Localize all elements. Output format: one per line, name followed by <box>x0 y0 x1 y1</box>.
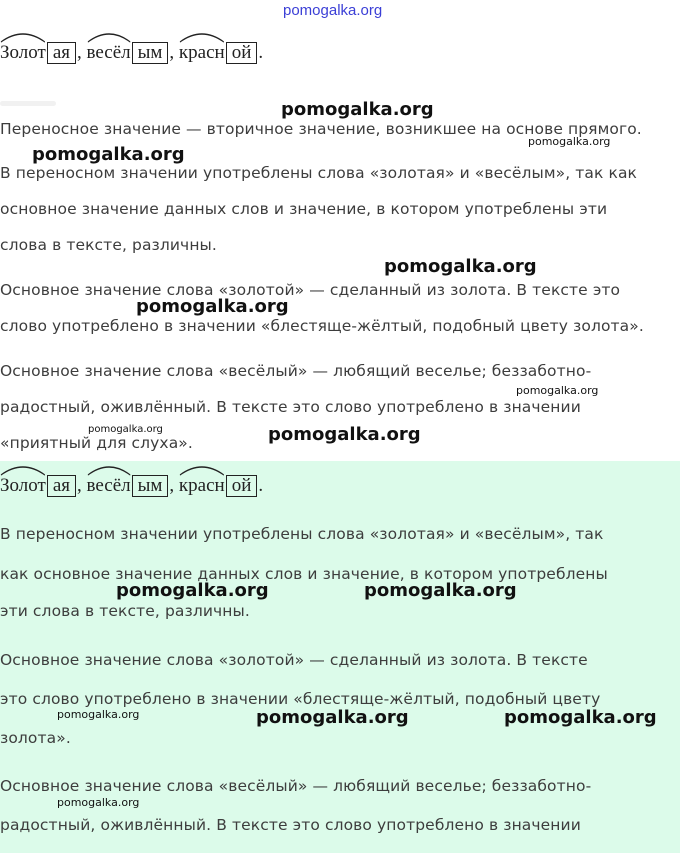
root-vesel: весёл <box>87 475 131 497</box>
paragraph-line: золота». <box>0 729 71 747</box>
paragraph-line: слова в тексте, различны. <box>0 236 217 254</box>
watermark: pomogalka.org <box>364 580 517 601</box>
root-vesel: весёл <box>87 42 131 64</box>
paragraph-line: Основное значение слова «весёлый» — любящий веселье; беззаботно- <box>0 362 592 380</box>
paragraph-line: Основное значение слова «золотой» — сделанный из золота. В тексте <box>0 651 588 669</box>
watermark: pomogalka.org <box>88 424 163 435</box>
paragraph-line: радостный, оживлённый. В тексте это слово употреблено в значении <box>0 398 581 416</box>
watermark: pomogalka.org <box>281 99 434 120</box>
watermark: pomogalka.org <box>136 296 289 317</box>
ending-box: ым <box>132 42 169 64</box>
ending-box: ая <box>47 42 76 64</box>
word-parse-top: Золот ая , весёл ым , красн ой . <box>0 42 263 64</box>
root-krasn: красн <box>179 475 225 497</box>
watermark: pomogalka.org <box>268 424 421 445</box>
paragraph-line: радостный, оживлённый. В тексте это слово употреблено в значении <box>0 816 581 834</box>
watermark: pomogalka.org <box>384 256 537 277</box>
ending-box: ой <box>226 475 258 497</box>
watermark: pomogalka.org <box>528 135 611 148</box>
ending-box: ым <box>132 475 169 497</box>
paragraph-line: как основное значение данных слов и значение, в котором употреблены <box>0 565 608 583</box>
paragraph-line: Основное значение слова «золотой» — сделанный из золота. В тексте это <box>0 281 621 299</box>
paragraph-line: В переносном значении употреблены слова «золотая» и «весёлым», так <box>0 525 604 543</box>
paragraph-line: Переносное значение — вторичное значение, возникшее на основе прямого. <box>0 120 642 138</box>
watermark: pomogalka.org <box>116 580 269 601</box>
paragraph-line: основное значение данных слов и значение, в котором употреблены эти <box>0 200 608 218</box>
ending-box: ой <box>226 42 258 64</box>
watermark: pomogalka.org <box>32 144 185 165</box>
word-parse-green: Золот ая , весёл ым , красн ой . <box>0 475 263 497</box>
paragraph-line: эти слова в тексте, различны. <box>0 602 250 620</box>
watermark: pomogalka.org <box>57 796 140 809</box>
site-watermark-top: pomogalka.org <box>283 2 383 19</box>
paragraph-line: Основное значение слова «весёлый» — любящий веселье; беззаботно- <box>0 777 592 795</box>
watermark: pomogalka.org <box>256 707 409 728</box>
watermark: pomogalka.org <box>57 708 140 721</box>
watermark: pomogalka.org <box>516 384 599 397</box>
paragraph-line: слово употреблено в значении «блестяще-жёлтый, подобный цвету золота». <box>0 317 644 335</box>
root-zolot: Золот <box>0 475 46 497</box>
paragraph-line: «приятный для слуха». <box>0 434 193 452</box>
divider-tab <box>0 101 56 106</box>
paragraph-line: В переносном значении употреблены слова «золотая» и «весёлым», так как <box>0 164 638 182</box>
ending-box: ая <box>47 475 76 497</box>
root-zolot: Золот <box>0 42 46 64</box>
watermark: pomogalka.org <box>504 707 657 728</box>
root-krasn: красн <box>179 42 225 64</box>
paragraph-line: это слово употреблено в значении «блестяще-жёлтый, подобный цвету <box>0 690 601 708</box>
